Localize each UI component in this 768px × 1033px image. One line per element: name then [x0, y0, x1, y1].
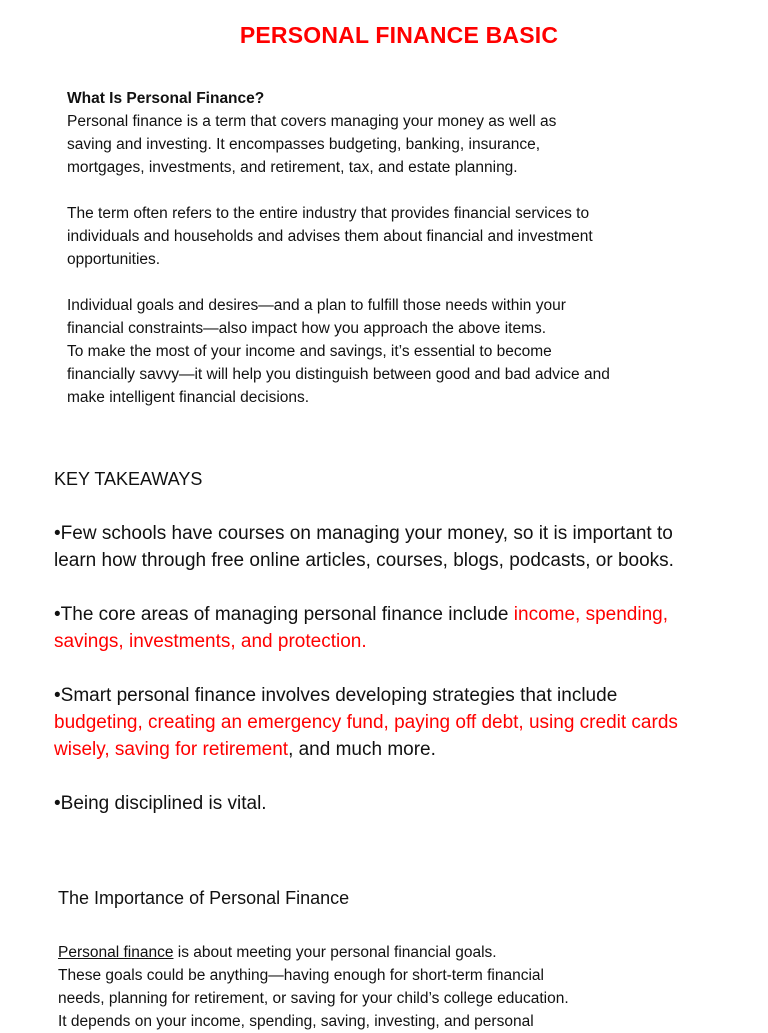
intro-para2-line1: The term often refers to the entire industry that provides financial services to [67, 205, 590, 222]
intro-para1-line2: saving and investing. It encompasses budgeting, banking, insurance, [67, 136, 541, 153]
importance-line1-rest: is about meeting your personal financial goals. [173, 944, 497, 961]
intro-para3-line5: make intelligent financial decisions. [67, 389, 310, 406]
intro-para3-line4: financially savvy—it will help you distinguish between good and bad advice and [67, 366, 610, 383]
takeaway-3-lead: •Smart personal finance involves developing strategies that include [54, 685, 618, 706]
takeaway-item-4: •Being disciplined is vital. [54, 793, 267, 814]
key-takeaways-list [54, 520, 744, 844]
spacer [67, 271, 727, 294]
intro-section [67, 87, 727, 409]
intro-para3-line1: Individual goals and desires—and a plan to fulfill those needs within your [67, 297, 566, 314]
takeaway-3-highlight-1: budgeting, creating an emergency fund, paying off debt, using credit cards [54, 712, 678, 733]
takeaway-2-highlight-1: income, spending, [513, 604, 668, 625]
intro-para2-line2: individuals and households and advises them about financial and investment [67, 228, 593, 245]
personal-finance-link[interactable]: Personal finance [58, 944, 174, 961]
takeaway-1-line1: •Few schools have courses on managing your money, so it is important to [54, 523, 673, 544]
intro-para2-line3: opportunities. [67, 251, 161, 268]
intro-para1-line3: mortgages, investments, and retirement, tax, and estate planning. [67, 159, 518, 176]
intro-para3-line3: To make the most of your income and savings, it’s essential to become [67, 343, 552, 360]
intro-para1-line1: Personal finance is a term that covers managing your money as well as [67, 113, 557, 130]
importance-line3: needs, planning for retirement, or saving for your child’s college education. [58, 990, 569, 1007]
spacer [67, 179, 727, 202]
importance-line4: It depends on your income, spending, saving, investing, and personal [58, 1013, 534, 1030]
takeaway-item-2 [54, 601, 744, 655]
takeaway-2-highlight-2: savings, investments, and protection. [54, 631, 367, 652]
takeaway-item-3 [54, 682, 744, 763]
intro-para3-line2: financial constraints—also impact how you approach the above items. [67, 320, 547, 337]
takeaway-3-tail: , and much more. [288, 739, 436, 760]
takeaway-item-1 [54, 520, 744, 574]
takeaway-3-highlight-2: wisely, saving for retirement [54, 739, 289, 760]
importance-line2: These goals could be anything—having enough for short-term financial [58, 967, 544, 984]
intro-question: What Is Personal Finance? [67, 90, 265, 107]
importance-line1 [58, 941, 718, 964]
key-takeaways-heading: KEY TAKEAWAYS [54, 469, 203, 489]
importance-body [58, 941, 718, 1033]
importance-heading: The Importance of Personal Finance [58, 888, 350, 908]
page-title: PERSONAL FINANCE BASIC [239, 22, 559, 48]
takeaway-1-line2: learn how through free online articles, courses, blogs, podcasts, or books. [54, 550, 674, 571]
takeaway-2-lead: •The core areas of managing personal finance include [54, 604, 514, 625]
